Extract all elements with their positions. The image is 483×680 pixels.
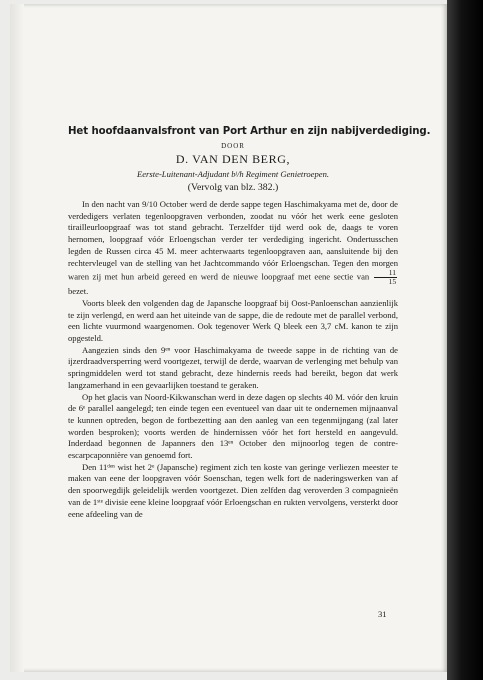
book-page [10,4,448,672]
fraction-numerator: 11 [374,269,397,278]
author-role: Eerste-Luitenant-Adjudant bʲ/h Regiment Genietroepen. [136,169,330,179]
byline-door: DOOR [221,142,245,150]
author-name: D. VAN DEN BERG, [175,152,291,166]
paragraph: Den 11ᵈᵉⁿ wist het 2ᵉ (Japansche) regiment zich ten koste van geringe verliezen meester te maken van eene der loopgraven vóór Soenschan, tegen welk fort de naderingswerken van af den spoorwegdijk geleidelijk werden voortgezet. Dien zelfden dag veroverden 3 compagnieën van de 1ˢᵗᵉ divisie eene kleine loopgraaf vóór Erloengschan en rukten vervolgens, versterkt door eene afdeeling van de [68,461,398,519]
paragraph: Voorts bleek den volgenden dag de Japansche loopgraaf bij Oost-Panloenschan aanzienlijk te zijn verlengd, en werd aan het uiteinde van de sappe, die de redoute met de parallel verbond, een lichte vuurmond waargenomen. Ook tegenover Werk Q bleek een 3,7 cM. kanon te zijn opgesteld. [68,297,398,344]
paragraph: Aangezien sinds den 9ᵉⁿ voor Haschimakyama de tweede sappe in de richting van de ijzerdraadversperring werd voortgezet, terwijl de derde, waarvan de verlenging met behulp van springmiddelen werd tot stand gebracht, deze hindernis reeds had bereikt, begon dat werk langzamerhand in een gevaarlijken toestand te geraken. [68,344,398,390]
page-number: 31 [378,609,387,619]
article-body [68,199,398,520]
paragraph-text: In den nacht van 9/10 October werd de derde sappe tegen Haschimakyama met de, door de verdedigers verlaten tegenloopgraven verbonden, zoodat nu vóór het werk eene gesloten tirailleurloopgraaf was tot stand gebracht. Terzelfder tijd werd ook de, daags te voren hernomen, loopgraaf vóór Erloengschan verder ter verdediging ingericht. Ondertusschen legden de Russen circa 45 M. meer achterwaarts tegenloopgraven aan, aansluitende bij den rechtervleugel van de stelling van het Jachtcommando vóór Erloengschan. Tegen den morgen waren zij met hun arbeid gereed en werd de nieuwe loopgraaf met eene sectie van [68,199,398,282]
paragraph-text-after: bezet. [68,286,89,297]
article-content [68,126,431,520]
continued-note: (Vervolg van blz. 382.) [187,182,279,193]
article-title: Het hoofdaanvalsfront van Port Arthur en zijn nabijverdediging. [68,126,431,137]
fraction [374,269,397,286]
page-fold-shadow [10,4,24,672]
paragraph: Op het glacis van Noord-Kikwanschan werd in deze dagen op slechts 40 M. vóór den kruin de 6ᵉ parallel aangelegd; ten einde tegen een eventueel van daar uit te ondernemen mijnaanval te kunnen optreden, begon de fortbezetting aan den aanleg van een tegenmijngang (zal later worden besproken); voorts werden de hindernissen vóór het fort hersteld en aangevuld. Inderdaad begonnen de Japanners den 13ᵉⁿ October den mijnoorlog tegen de contre-escarpcaponnière van genoemd fort. [68,391,398,461]
paragraph [68,199,398,298]
fraction-denominator: 15 [388,277,397,287]
scanner-dark-edge [447,0,483,680]
